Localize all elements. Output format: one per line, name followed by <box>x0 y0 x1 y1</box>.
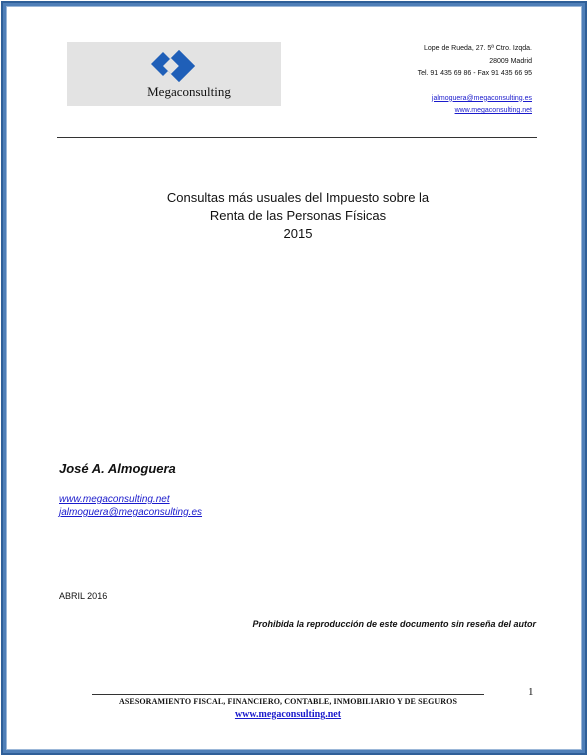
author-links <box>59 493 202 519</box>
footer-services: ASESORAMIENTO FISCAL, FINANCIERO, CONTABLE, INMOBILIARIO Y DE SEGUROS <box>118 697 458 706</box>
logo-text: Megaconsulting <box>147 84 231 99</box>
header-email-link[interactable]: jalmoguera@megaconsulting.es <box>431 94 532 102</box>
author-email-link[interactable]: jalmoguera@megaconsulting.es <box>59 507 203 518</box>
diamond-logo-icon <box>149 48 199 84</box>
title-year: 2015 <box>283 226 313 241</box>
address-city: 28009 Madrid <box>489 57 532 65</box>
header-divider <box>57 137 537 138</box>
title-line-1: Consultas más usuales del Impuesto sobre la <box>166 190 430 205</box>
address-phone: Tel. 91 435 69 86 - Fax 91 435 66 95 <box>417 70 532 77</box>
page-number: 1 <box>528 686 534 698</box>
document-title <box>58 189 538 243</box>
title-line-2: Renta de las Personas Físicas <box>209 208 387 223</box>
footer-web-link[interactable]: www.megaconsulting.net <box>234 709 342 720</box>
address-street: Lope de Rueda, 27. 5ª Ctro. Izqda. <box>423 45 532 52</box>
footer-divider <box>92 694 484 695</box>
company-address <box>418 43 532 118</box>
author-web-link[interactable]: www.megaconsulting.net <box>59 494 170 505</box>
header-web-link[interactable]: www.megaconsulting.net <box>454 107 532 114</box>
author-name: José A. Almoguera <box>59 461 176 476</box>
document-date: ABRIL 2016 <box>59 591 108 601</box>
copyright-notice: Prohibida la reproducción de este documento sin reseña del autor <box>252 619 536 629</box>
company-logo <box>67 42 281 106</box>
